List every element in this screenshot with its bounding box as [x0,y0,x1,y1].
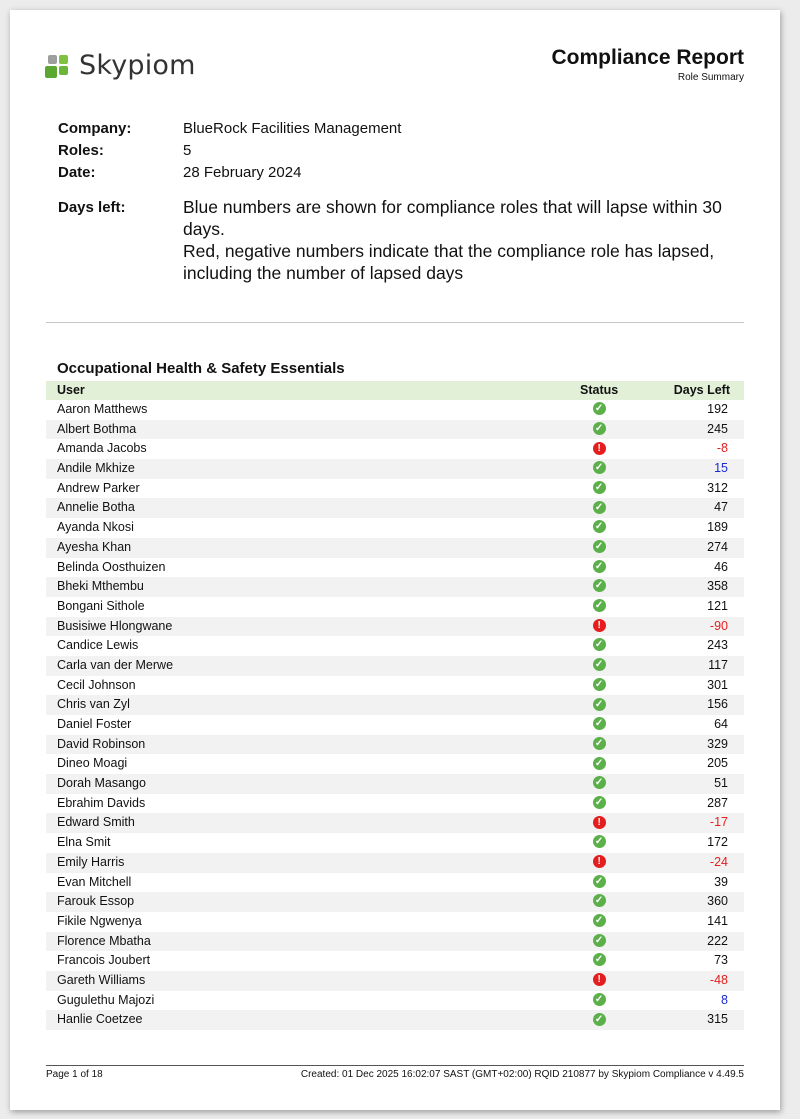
user-name: Evan Mitchell [57,874,132,889]
table-row [46,577,744,597]
table-row [46,498,744,518]
table-row [46,971,744,991]
days-left-value: 329 [707,736,728,751]
user-name: Chris van Zyl [57,697,130,712]
user-name: Dineo Moagi [57,756,128,771]
days-left-value: -24 [709,854,728,869]
days-left-value: 315 [707,1012,728,1027]
user-name: Gugulethu Majozi [57,992,155,1007]
days-left-value: -17 [709,815,728,830]
exclamation-circle-icon: ! [593,442,606,455]
table-row [46,518,744,538]
days-left-value: 301 [707,677,728,692]
days-left-legend [58,196,748,284]
skypiom-logo-icon [45,52,73,80]
days-left-value: 358 [707,579,728,594]
status-cell [539,1010,659,1030]
roles-value: 5 [183,142,192,159]
table-row [46,558,744,578]
compliance-table [46,381,744,1030]
roles-row [58,140,748,162]
days-left-text-red: Red, negative numbers indicate that the compliance role has lapsed, including the number of lapsed days [183,241,715,283]
days-left-value: 189 [707,520,728,535]
days-left-value: 121 [707,598,728,613]
status-cell [539,479,659,499]
days-left-value: 243 [707,638,728,653]
check-circle-icon: ✓ [593,678,606,691]
table-row [46,538,744,558]
column-header-status: Status [580,383,619,397]
status-cell [539,617,659,637]
user-name: Francois Joubert [57,953,151,968]
date-label: Date: [58,164,96,181]
user-name: Emily Harris [57,854,125,869]
status-cell [539,459,659,479]
table-row [46,420,744,440]
days-left-text-blue: Blue numbers are shown for compliance roles that will lapse within 30 days. [183,197,722,239]
table-row [46,479,744,499]
status-cell [539,695,659,715]
days-left-label: Days left: [58,199,126,216]
page-footer [46,1069,744,1080]
table-row [46,774,744,794]
roles-label: Roles: [58,142,104,159]
exclamation-circle-icon: ! [593,855,606,868]
status-cell [539,892,659,912]
user-name: Ebrahim Davids [57,795,146,810]
check-circle-icon: ✓ [593,1013,606,1026]
days-left-value: 73 [714,953,728,968]
table-row [46,951,744,971]
table-row [46,676,744,696]
user-name: Edward Smith [57,815,135,830]
table-row [46,794,744,814]
status-cell [539,439,659,459]
check-circle-icon: ✓ [593,599,606,612]
table-row [46,892,744,912]
user-name: Elna Smit [57,835,111,850]
user-name: Andile Mkhize [57,461,135,476]
table-row [46,459,744,479]
check-circle-icon: ✓ [593,776,606,789]
status-cell [539,833,659,853]
table-row [46,853,744,873]
table-row [46,754,744,774]
check-circle-icon: ✓ [593,875,606,888]
company-label: Company: [58,120,132,137]
status-cell [539,853,659,873]
user-name: Gareth Williams [57,972,146,987]
page-number: Page 1 of 18 [46,1069,103,1080]
divider [46,322,744,323]
days-left-value: 205 [707,756,728,771]
days-left-explanation [183,196,748,284]
table-row [46,912,744,932]
table-row [46,617,744,637]
days-left-value: 274 [707,539,728,554]
table-row [46,439,744,459]
status-cell [539,951,659,971]
user-name: Fikile Ngwenya [57,913,142,928]
table-row [46,400,744,420]
status-cell [539,597,659,617]
days-left-value: 8 [721,992,728,1007]
table-row [46,991,744,1011]
user-name: Busisiwe Hlongwane [57,618,173,633]
table-row [46,695,744,715]
user-name: Ayanda Nkosi [57,520,134,535]
user-name: Amanda Jacobs [57,441,147,456]
days-left-value: -48 [709,972,728,987]
check-circle-icon: ✓ [593,520,606,533]
user-name: Carla van der Merwe [57,657,174,672]
brand-logo [45,50,196,81]
status-cell [539,991,659,1011]
check-circle-icon: ✓ [593,658,606,671]
days-left-value: -8 [716,441,728,456]
status-cell [539,656,659,676]
column-header-user: User [57,383,85,397]
user-name: Candice Lewis [57,638,139,653]
user-name: Bheki Mthembu [57,579,144,594]
check-circle-icon: ✓ [593,540,606,553]
days-left-value: 172 [707,835,728,850]
check-circle-icon: ✓ [593,698,606,711]
check-circle-icon: ✓ [593,481,606,494]
table-row [46,932,744,952]
company-row [58,118,748,140]
status-cell [539,754,659,774]
user-name: Dorah Masango [57,776,146,791]
days-left-value: 156 [707,697,728,712]
footer-divider [46,1065,744,1066]
user-name: Andrew Parker [57,480,140,495]
check-circle-icon: ✓ [593,914,606,927]
user-name: Aaron Matthews [57,402,148,416]
table-row [46,597,744,617]
days-left-value: 64 [714,717,728,731]
days-left-value: 15 [714,461,728,476]
status-cell [539,912,659,932]
status-cell [539,676,659,696]
days-left-value: 192 [707,402,728,416]
user-name: Belinda Oosthuizen [57,559,166,574]
check-circle-icon: ✓ [593,835,606,848]
column-header-days-left: Days Left [673,383,730,397]
check-circle-icon: ✓ [593,579,606,592]
section-title: Occupational Health & Safety Essentials [57,360,345,377]
days-left-value: 222 [707,933,728,948]
user-name: Hanlie Coetzee [57,1012,143,1027]
check-circle-icon: ✓ [593,894,606,907]
status-cell [539,715,659,735]
table-row [46,1010,744,1030]
report-title: Compliance Report [551,46,744,69]
user-name: Farouk Essop [57,894,135,909]
table-row [46,735,744,755]
days-left-value: 47 [714,500,728,515]
status-cell [539,577,659,597]
user-name: Daniel Foster [57,717,132,731]
check-circle-icon: ✓ [593,796,606,809]
status-cell [539,636,659,656]
status-cell [539,558,659,578]
days-left-value: -90 [709,618,728,633]
status-cell [539,971,659,991]
check-circle-icon: ✓ [593,953,606,966]
days-left-value: 287 [707,795,728,810]
check-circle-icon: ✓ [593,737,606,750]
table-body [46,400,744,1030]
days-left-value: 51 [714,776,728,791]
user-name: Albert Bothma [57,421,137,436]
user-name: Annelie Botha [57,500,135,515]
user-name: Bongani Sithole [57,598,145,613]
check-circle-icon: ✓ [593,461,606,474]
exclamation-circle-icon: ! [593,816,606,829]
report-page [10,10,780,1110]
check-circle-icon: ✓ [593,501,606,514]
days-left-value: 117 [708,657,728,672]
table-row [46,715,744,735]
status-cell [539,420,659,440]
exclamation-circle-icon: ! [593,973,606,986]
days-left-value: 245 [707,421,728,436]
table-row [46,813,744,833]
company-value: BlueRock Facilities Management [183,120,402,137]
check-circle-icon: ✓ [593,560,606,573]
report-info [58,118,748,284]
days-left-value: 360 [707,894,728,909]
check-circle-icon: ✓ [593,717,606,730]
date-row [58,162,748,184]
status-cell [539,735,659,755]
status-cell [539,538,659,558]
status-cell [539,400,659,420]
check-circle-icon: ✓ [593,638,606,651]
user-name: Ayesha Khan [57,539,132,554]
status-cell [539,932,659,952]
brand-name: Skypiom [79,50,196,81]
table-row [46,636,744,656]
status-cell [539,873,659,893]
check-circle-icon: ✓ [593,422,606,435]
days-left-value: 39 [714,874,728,889]
report-subtitle: Role Summary [677,72,744,83]
days-left-value: 312 [707,480,728,495]
user-name: Florence Mbatha [57,933,151,948]
user-name: Cecil Johnson [57,677,136,692]
user-name: David Robinson [57,736,146,751]
table-row [46,873,744,893]
days-left-value: 141 [707,913,728,928]
status-cell [539,794,659,814]
status-cell [539,813,659,833]
check-circle-icon: ✓ [593,993,606,1006]
days-left-value: 46 [714,559,728,574]
table-row [46,656,744,676]
table-header [46,381,744,400]
exclamation-circle-icon: ! [593,619,606,632]
table-row [46,833,744,853]
status-cell [539,498,659,518]
date-value: 28 February 2024 [183,164,302,181]
status-cell [539,518,659,538]
check-circle-icon: ✓ [593,757,606,770]
check-circle-icon: ✓ [593,402,606,415]
check-circle-icon: ✓ [593,934,606,947]
status-cell [539,774,659,794]
report-heading [551,46,744,83]
created-info: Created: 01 Dec 2025 16:02:07 SAST (GMT+02:00) RQID 210877 by Skypiom Compliance v 4.49.5 [300,1069,744,1080]
